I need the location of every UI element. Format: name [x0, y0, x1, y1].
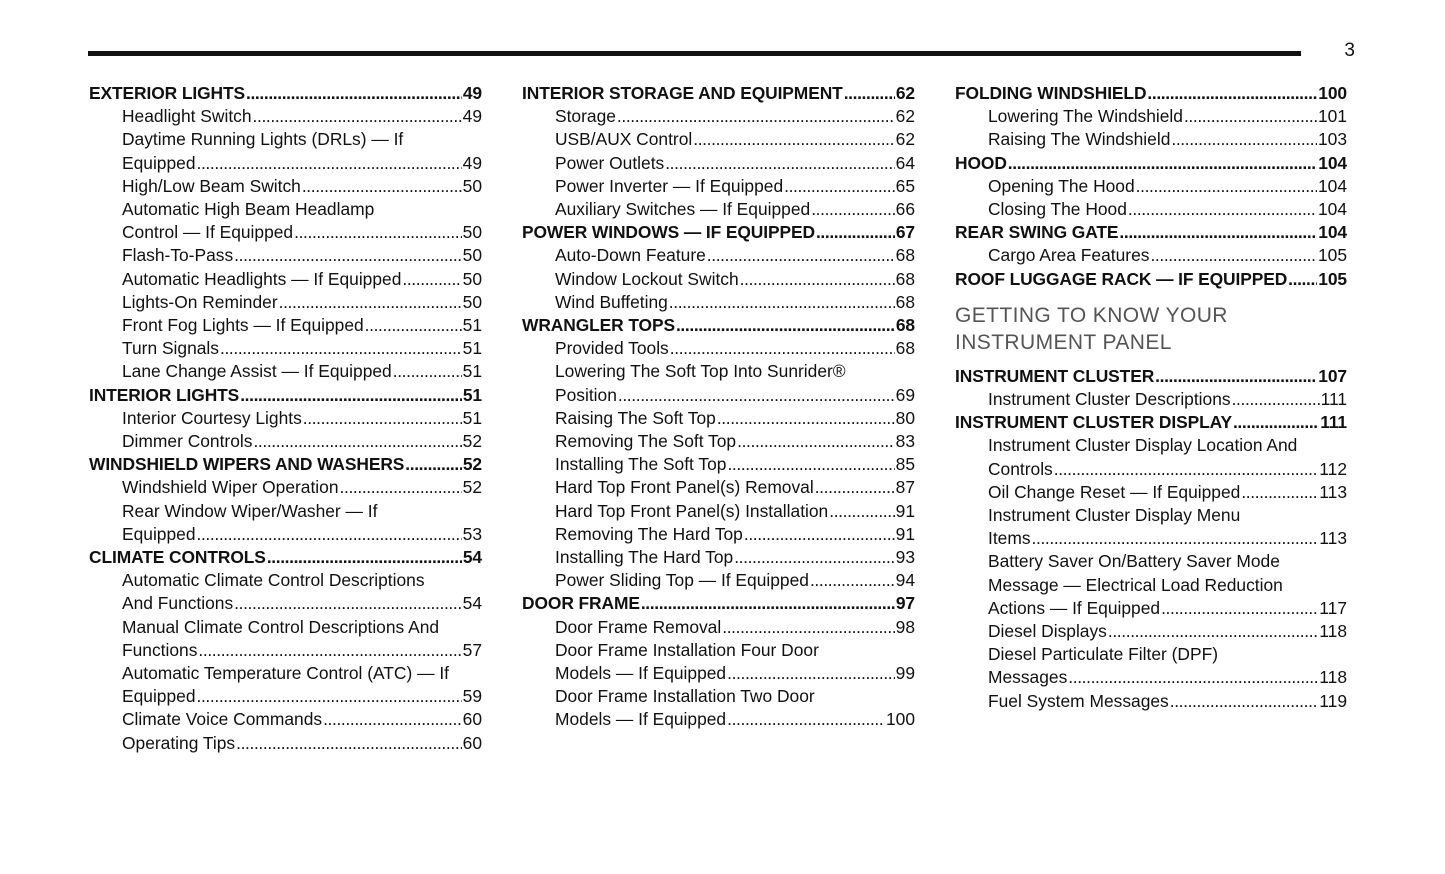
toc-column-3	[955, 82, 1347, 713]
toc-list	[522, 82, 915, 732]
toc-page-number: 91	[895, 523, 915, 544]
toc-page-number: 93	[895, 547, 915, 568]
toc-entry-label: Provided Tools	[555, 338, 669, 359]
toc-column-1	[89, 82, 482, 755]
toc-subentry[interactable]	[89, 639, 482, 662]
toc-entry-label-line: Rear Window Wiper/Washer — If	[122, 500, 378, 521]
toc-page-number: 68	[895, 338, 915, 359]
toc-subentry[interactable]	[89, 708, 482, 731]
toc-subentry[interactable]	[89, 430, 482, 453]
toc-subentry[interactable]	[89, 523, 482, 546]
toc-subentry[interactable]	[89, 685, 482, 708]
toc-entry-label: Dimmer Controls	[122, 431, 253, 452]
chapter-heading	[955, 302, 1347, 356]
toc-page-number: 119	[1319, 690, 1347, 711]
dot-leader	[1032, 527, 1319, 550]
toc-entry-label: Functions	[122, 639, 198, 660]
toc-page-number: 107	[1318, 365, 1347, 386]
dot-leader	[693, 128, 894, 151]
toc-page-number: 62	[895, 106, 915, 127]
toc-subentry[interactable]	[955, 620, 1347, 643]
toc-section-entry[interactable]	[522, 592, 915, 615]
dot-leader	[816, 221, 895, 244]
toc-page-number: 80	[895, 407, 915, 428]
toc-entry-label-line: Manual Climate Control Descriptions And	[122, 616, 440, 637]
toc-entry-label: INTERIOR STORAGE AND EQUIPMENT	[522, 83, 843, 103]
toc-page-number: 49	[462, 152, 482, 173]
dot-leader	[727, 453, 894, 476]
toc-page-number: 100	[885, 709, 915, 730]
toc-page-number: 118	[1319, 621, 1347, 642]
toc-page-number: 101	[1317, 106, 1347, 127]
toc-page-number: 105	[1317, 245, 1347, 266]
toc-entry-label: CLIMATE CONTROLS	[89, 547, 266, 568]
toc-page-number: 91	[895, 500, 915, 521]
toc-entry-label-line: Instrument Cluster Display Location And	[988, 435, 1298, 456]
toc-entry-label: Hard Top Front Panel(s) Installation	[555, 500, 829, 521]
dot-leader	[669, 291, 895, 314]
dot-leader	[1161, 597, 1318, 620]
toc-page-number: 52	[462, 454, 482, 475]
toc-subentry[interactable]	[89, 360, 482, 383]
toc-page-number: 104	[1317, 175, 1347, 196]
toc-page-number: 51	[462, 361, 482, 382]
toc-entry-label: Instrument Cluster Descriptions	[988, 389, 1231, 410]
toc-page-number: 112	[1319, 458, 1347, 479]
toc-section-entry[interactable]	[89, 453, 482, 476]
toc-subentry[interactable]	[522, 546, 915, 569]
toc-entry-label: HOOD	[955, 152, 1007, 173]
toc-section-entry[interactable]	[955, 221, 1347, 244]
dot-leader	[676, 314, 895, 337]
toc-subentry[interactable]	[522, 152, 915, 175]
toc-page-number: 105	[1318, 268, 1347, 289]
toc-page-number: 117	[1319, 597, 1347, 618]
toc-entry-label: Power Outlets	[555, 152, 665, 173]
toc-entry-label: Hard Top Front Panel(s) Removal	[555, 477, 814, 498]
toc-page-number: 51	[462, 407, 482, 428]
toc-page-number: 51	[462, 315, 482, 336]
toc-entry-label: Fuel System Messages	[988, 690, 1169, 711]
toc-subentry[interactable]	[522, 175, 915, 198]
toc-section-entry[interactable]	[522, 221, 915, 244]
toc-page-number: 50	[462, 222, 482, 243]
toc-entry-label: INTERIOR LIGHTS	[89, 384, 240, 405]
toc-page-number: 54	[462, 547, 482, 568]
toc-subentry[interactable]	[522, 198, 915, 221]
toc-entry-label: Removing The Soft Top	[555, 431, 737, 452]
dot-leader	[234, 244, 462, 267]
toc-subentry[interactable]	[89, 407, 482, 430]
toc-entry-label: Power Inverter — If Equipped	[555, 175, 784, 196]
toc-subentry[interactable]	[522, 384, 915, 407]
toc-subentry[interactable]	[89, 244, 482, 267]
toc-subentry[interactable]	[955, 244, 1347, 267]
dot-leader	[811, 198, 894, 221]
dot-leader	[197, 685, 462, 708]
toc-subentry[interactable]	[955, 527, 1347, 550]
dot-leader	[1184, 105, 1317, 128]
toc-page-number: 99	[895, 663, 915, 684]
toc-page-number: 118	[1319, 667, 1347, 688]
toc-subentry[interactable]	[522, 662, 915, 685]
dot-leader	[1136, 175, 1317, 198]
dot-leader	[665, 152, 894, 175]
toc-list	[955, 82, 1347, 291]
toc-page-number: 67	[895, 222, 915, 243]
toc-entry-label: Operating Tips	[122, 732, 236, 753]
toc-entry-label: Items	[988, 528, 1031, 549]
toc-entry-label: Automatic Headlights — If Equipped	[122, 268, 402, 289]
toc-entry-label: Oil Change Reset — If Equipped	[988, 481, 1241, 502]
toc-entry-label: Position	[555, 384, 617, 405]
toc-subentry[interactable]	[955, 458, 1347, 481]
toc-subentry[interactable]	[522, 616, 915, 639]
toc-subentry[interactable]	[522, 453, 915, 476]
dot-leader	[1171, 128, 1317, 151]
toc-page-number: 68	[895, 245, 915, 266]
toc-list	[955, 365, 1347, 713]
toc-page-number: 98	[895, 616, 915, 637]
toc-entry-label-line: Diesel Particulate Filter (DPF)	[988, 644, 1218, 665]
toc-entry-label-line: Automatic High Beam Headlamp	[122, 199, 375, 220]
toc-subentry[interactable]	[89, 105, 482, 128]
dot-leader	[393, 360, 462, 383]
toc-page-number: 87	[895, 477, 915, 498]
toc-page-number: 52	[462, 431, 482, 452]
toc-subentry[interactable]	[522, 500, 915, 523]
toc-page-number: 49	[462, 106, 482, 127]
toc-column-2	[522, 82, 915, 732]
toc-entry-label: POWER WINDOWS — IF EQUIPPED	[522, 222, 815, 243]
toc-entry-label: Raising The Windshield	[988, 129, 1171, 150]
toc-entry-label: Raising The Soft Top	[555, 407, 716, 428]
toc-entry-label: Auxiliary Switches — If Equipped	[555, 199, 811, 220]
toc-entry-label-line: Message — Electrical Load Reduction	[988, 574, 1283, 595]
toc-subentry[interactable]	[522, 407, 915, 430]
toc-subentry[interactable]	[522, 337, 915, 360]
dot-leader	[722, 616, 894, 639]
dot-leader	[234, 592, 461, 615]
dot-leader	[323, 708, 462, 731]
toc-subentry[interactable]	[89, 291, 482, 314]
toc-entry-label: EXTERIOR LIGHTS	[89, 83, 245, 103]
toc-entry-label: FOLDING WINDSHIELD	[955, 83, 1147, 103]
toc-page-number: 51	[462, 384, 482, 405]
toc-page-number: 62	[895, 83, 915, 103]
toc-subentry[interactable]	[89, 175, 482, 198]
toc-entry-label: Installing The Soft Top	[555, 454, 727, 475]
toc-entry-label: Headlight Switch	[122, 106, 252, 127]
toc-subentry[interactable]	[522, 476, 915, 499]
toc-subentry[interactable]	[955, 666, 1347, 689]
dot-leader	[1108, 620, 1318, 643]
toc-subentry[interactable]	[89, 337, 482, 360]
toc-entry-label: INSTRUMENT CLUSTER	[955, 365, 1155, 386]
toc-entry-label: Messages	[988, 667, 1068, 688]
dot-leader	[744, 523, 895, 546]
toc-entry-label: Turn Signals	[122, 338, 219, 359]
dot-leader	[197, 523, 462, 546]
toc-entry-label: Cargo Area Features	[988, 245, 1150, 266]
toc-subentry[interactable]	[89, 314, 482, 337]
dot-leader	[405, 453, 462, 476]
dot-leader	[641, 592, 895, 615]
toc-section-entry[interactable]	[89, 82, 482, 105]
toc-entry-label: Interior Courtesy Lights	[122, 407, 302, 428]
dot-leader	[829, 500, 894, 523]
toc-entry-label: Removing The Hard Top	[555, 523, 743, 544]
dot-leader	[236, 732, 462, 755]
toc-entry-label-line: Daytime Running Lights (DRLs) — If	[122, 129, 404, 150]
toc-page-number: 50	[462, 245, 482, 266]
toc-page-number: 50	[462, 291, 482, 312]
toc-subentry[interactable]	[522, 268, 915, 291]
toc-page-number: 50	[462, 268, 482, 289]
dot-leader	[253, 430, 461, 453]
toc-entry-label: Lowering The Windshield	[988, 106, 1183, 127]
toc-entry-label-line: Battery Saver On/Battery Saver Mode	[988, 551, 1280, 572]
toc-subentry[interactable]	[522, 244, 915, 267]
toc-page-number: 68	[895, 268, 915, 289]
dot-leader	[279, 291, 462, 314]
toc-entry-label: Models — If Equipped	[555, 663, 727, 684]
toc-entry-label-line: Instrument Cluster Display Menu	[988, 505, 1241, 526]
dot-leader	[303, 407, 462, 430]
toc-section-entry[interactable]	[522, 82, 915, 105]
toc-page-number: 54	[462, 593, 482, 614]
dot-leader	[1128, 198, 1317, 221]
dot-leader	[197, 152, 462, 175]
dot-leader	[1119, 221, 1317, 244]
toc-subentry[interactable]	[89, 592, 482, 615]
dot-leader	[670, 337, 895, 360]
toc-subentry[interactable]	[89, 221, 482, 244]
toc-entry-label: Wind Buffeting	[555, 291, 668, 312]
toc-page-number: 104	[1318, 222, 1347, 243]
toc-subentry[interactable]	[522, 708, 915, 731]
toc-entry-label: ROOF LUGGAGE RACK — IF EQUIPPED	[955, 268, 1288, 289]
dot-leader	[737, 430, 895, 453]
toc-page-number: 52	[462, 477, 482, 498]
chapter-heading-line: INSTRUMENT PANEL	[955, 330, 1172, 354]
toc-subentry[interactable]	[89, 476, 482, 499]
toc-subentry[interactable]	[89, 732, 482, 755]
toc-subentry[interactable]	[522, 105, 915, 128]
toc-entry-label: High/Low Beam Switch	[122, 175, 301, 196]
toc-entry-label: Front Fog Lights — If Equipped	[122, 315, 364, 336]
dot-leader	[1233, 411, 1319, 434]
toc-page-number: 85	[895, 454, 915, 475]
toc-page-number: 50	[462, 175, 482, 196]
toc-entry-label: Equipped	[122, 152, 196, 173]
dot-leader	[267, 546, 462, 569]
dot-leader	[365, 314, 462, 337]
toc-entry-label: Control — If Equipped	[122, 222, 294, 243]
toc-page-number: 53	[462, 523, 482, 544]
dot-leader	[1068, 666, 1318, 689]
dot-leader	[340, 476, 462, 499]
toc-entry-label: USB/AUX Control	[555, 129, 693, 150]
toc-entry-label: Closing The Hood	[988, 199, 1127, 220]
toc-entry-label: Installing The Hard Top	[555, 547, 734, 568]
toc-entry-label: WRANGLER TOPS	[522, 315, 675, 336]
toc-entry-label: Diesel Displays	[988, 621, 1107, 642]
toc-page-number: 113	[1319, 528, 1347, 549]
toc-section-entry[interactable]	[89, 546, 482, 569]
toc-entry-label: Opening The Hood	[988, 175, 1135, 196]
toc-page-number: 62	[895, 129, 915, 150]
toc-section-entry[interactable]	[955, 268, 1347, 291]
toc-subentry[interactable]	[955, 481, 1347, 504]
dot-leader	[707, 244, 895, 267]
dot-leader	[240, 384, 462, 407]
header-rule	[88, 51, 1301, 56]
toc-page-number: 69	[895, 384, 915, 405]
toc-subentry[interactable]	[955, 198, 1347, 221]
toc-entry-label: Lights-On Reminder	[122, 291, 278, 312]
dot-leader	[1170, 690, 1319, 713]
toc-entry-label-line: Automatic Climate Control Descriptions	[122, 570, 425, 591]
toc-page-number: 94	[895, 570, 915, 591]
toc-page-number: 49	[462, 83, 482, 103]
dot-leader	[784, 175, 895, 198]
toc-entry-label: Flash-To-Pass	[122, 245, 234, 266]
toc-page-number: 113	[1319, 481, 1347, 502]
toc-subentry[interactable]	[522, 430, 915, 453]
toc-subentry[interactable]	[522, 569, 915, 592]
dot-leader	[1232, 388, 1320, 411]
dot-leader	[844, 82, 895, 105]
page-number: 3	[1344, 40, 1355, 61]
dot-leader	[294, 221, 462, 244]
toc-page-number: 68	[895, 315, 915, 336]
dot-leader	[198, 639, 461, 662]
dot-leader	[717, 407, 895, 430]
dot-leader	[617, 105, 895, 128]
toc-page-number: 111	[1320, 412, 1347, 433]
toc-subentry[interactable]	[89, 268, 482, 291]
toc-entry-label: REAR SWING GATE	[955, 222, 1119, 243]
dot-leader	[246, 82, 462, 105]
toc-entry-label-line: Lowering The Soft Top Into Sunrider®	[555, 361, 846, 382]
toc-entry-label: Models — If Equipped	[555, 709, 727, 730]
toc-subentry[interactable]	[955, 690, 1347, 713]
dot-leader	[1147, 82, 1317, 105]
toc-entry-label: INSTRUMENT CLUSTER DISPLAY	[955, 412, 1232, 433]
toc-entry-label: Lane Change Assist — If Equipped	[122, 361, 392, 382]
dot-leader	[1288, 268, 1317, 291]
toc-section-entry[interactable]	[522, 314, 915, 337]
dot-leader	[1155, 365, 1317, 388]
dot-leader	[402, 268, 461, 291]
toc-subentry[interactable]	[522, 523, 915, 546]
toc-page-number: 64	[895, 152, 915, 173]
toc-entry-label: Actions — If Equipped	[988, 597, 1161, 618]
toc-entry-label: Windshield Wiper Operation	[122, 477, 339, 498]
toc-page-number: 65	[895, 175, 915, 196]
toc-section-entry[interactable]	[955, 365, 1347, 388]
dot-leader	[740, 268, 895, 291]
toc-page-number: 104	[1318, 152, 1347, 173]
toc-page-number: 68	[895, 291, 915, 312]
toc-entry-label: WINDSHIELD WIPERS AND WASHERS	[89, 454, 405, 475]
toc-page-number: 100	[1318, 83, 1347, 103]
toc-entry-label: Equipped	[122, 523, 196, 544]
toc-subentry[interactable]	[955, 597, 1347, 620]
toc-section-entry[interactable]	[955, 411, 1347, 434]
toc-section-entry[interactable]	[955, 82, 1347, 105]
toc-subentry[interactable]	[955, 175, 1347, 198]
dot-leader	[618, 384, 895, 407]
toc-subentry[interactable]	[955, 105, 1347, 128]
dot-leader	[1241, 481, 1318, 504]
chapter-heading-line: GETTING TO KNOW YOUR	[955, 303, 1228, 327]
toc-page-number: 51	[462, 338, 482, 359]
toc-entry-label: Climate Voice Commands	[122, 709, 323, 730]
toc-entry-label: DOOR FRAME	[522, 593, 640, 614]
toc-subentry[interactable]	[522, 291, 915, 314]
dot-leader	[302, 175, 462, 198]
dot-leader	[810, 569, 895, 592]
toc-section-entry[interactable]	[89, 384, 482, 407]
toc-entry-label: And Functions	[122, 593, 234, 614]
toc-page-number: 66	[895, 199, 915, 220]
toc-subentry[interactable]	[89, 152, 482, 175]
toc-subentry[interactable]	[955, 388, 1347, 411]
toc-entry-label: Equipped	[122, 686, 196, 707]
toc-page-number: 104	[1317, 199, 1347, 220]
dot-leader	[1054, 458, 1319, 481]
toc-entry-label-line: Door Frame Installation Two Door	[555, 686, 815, 707]
toc-entry-label: Auto-Down Feature	[555, 245, 706, 266]
dot-leader	[727, 662, 895, 685]
toc-subentry[interactable]	[955, 128, 1347, 151]
toc-subentry[interactable]	[522, 128, 915, 151]
toc-page-number: 97	[895, 593, 915, 614]
toc-page-number: 111	[1320, 389, 1347, 410]
dot-leader	[220, 337, 462, 360]
dot-leader	[1150, 244, 1317, 267]
dot-leader	[727, 708, 885, 731]
toc-entry-label: Storage	[555, 106, 616, 127]
toc-page-number: 59	[462, 686, 482, 707]
toc-entry-label: Door Frame Removal	[555, 616, 722, 637]
toc-page-number: 83	[895, 431, 915, 452]
toc-page-number: 60	[462, 709, 482, 730]
toc-section-entry[interactable]	[955, 152, 1347, 175]
toc-page-number: 57	[462, 639, 482, 660]
dot-leader	[253, 105, 462, 128]
toc-page-number: 60	[462, 732, 482, 753]
dot-leader	[815, 476, 895, 499]
toc-list	[89, 82, 482, 755]
toc-entry-label-line: Door Frame Installation Four Door	[555, 639, 819, 660]
dot-leader	[734, 546, 894, 569]
dot-leader	[1008, 152, 1318, 175]
toc-page-number: 103	[1317, 129, 1347, 150]
toc-entry-label-line: Automatic Temperature Control (ATC) — If	[122, 663, 449, 684]
toc-entry-label: Window Lockout Switch	[555, 268, 739, 289]
toc-entry-label: Power Sliding Top — If Equipped	[555, 570, 809, 591]
toc-entry-label: Controls	[988, 458, 1053, 479]
